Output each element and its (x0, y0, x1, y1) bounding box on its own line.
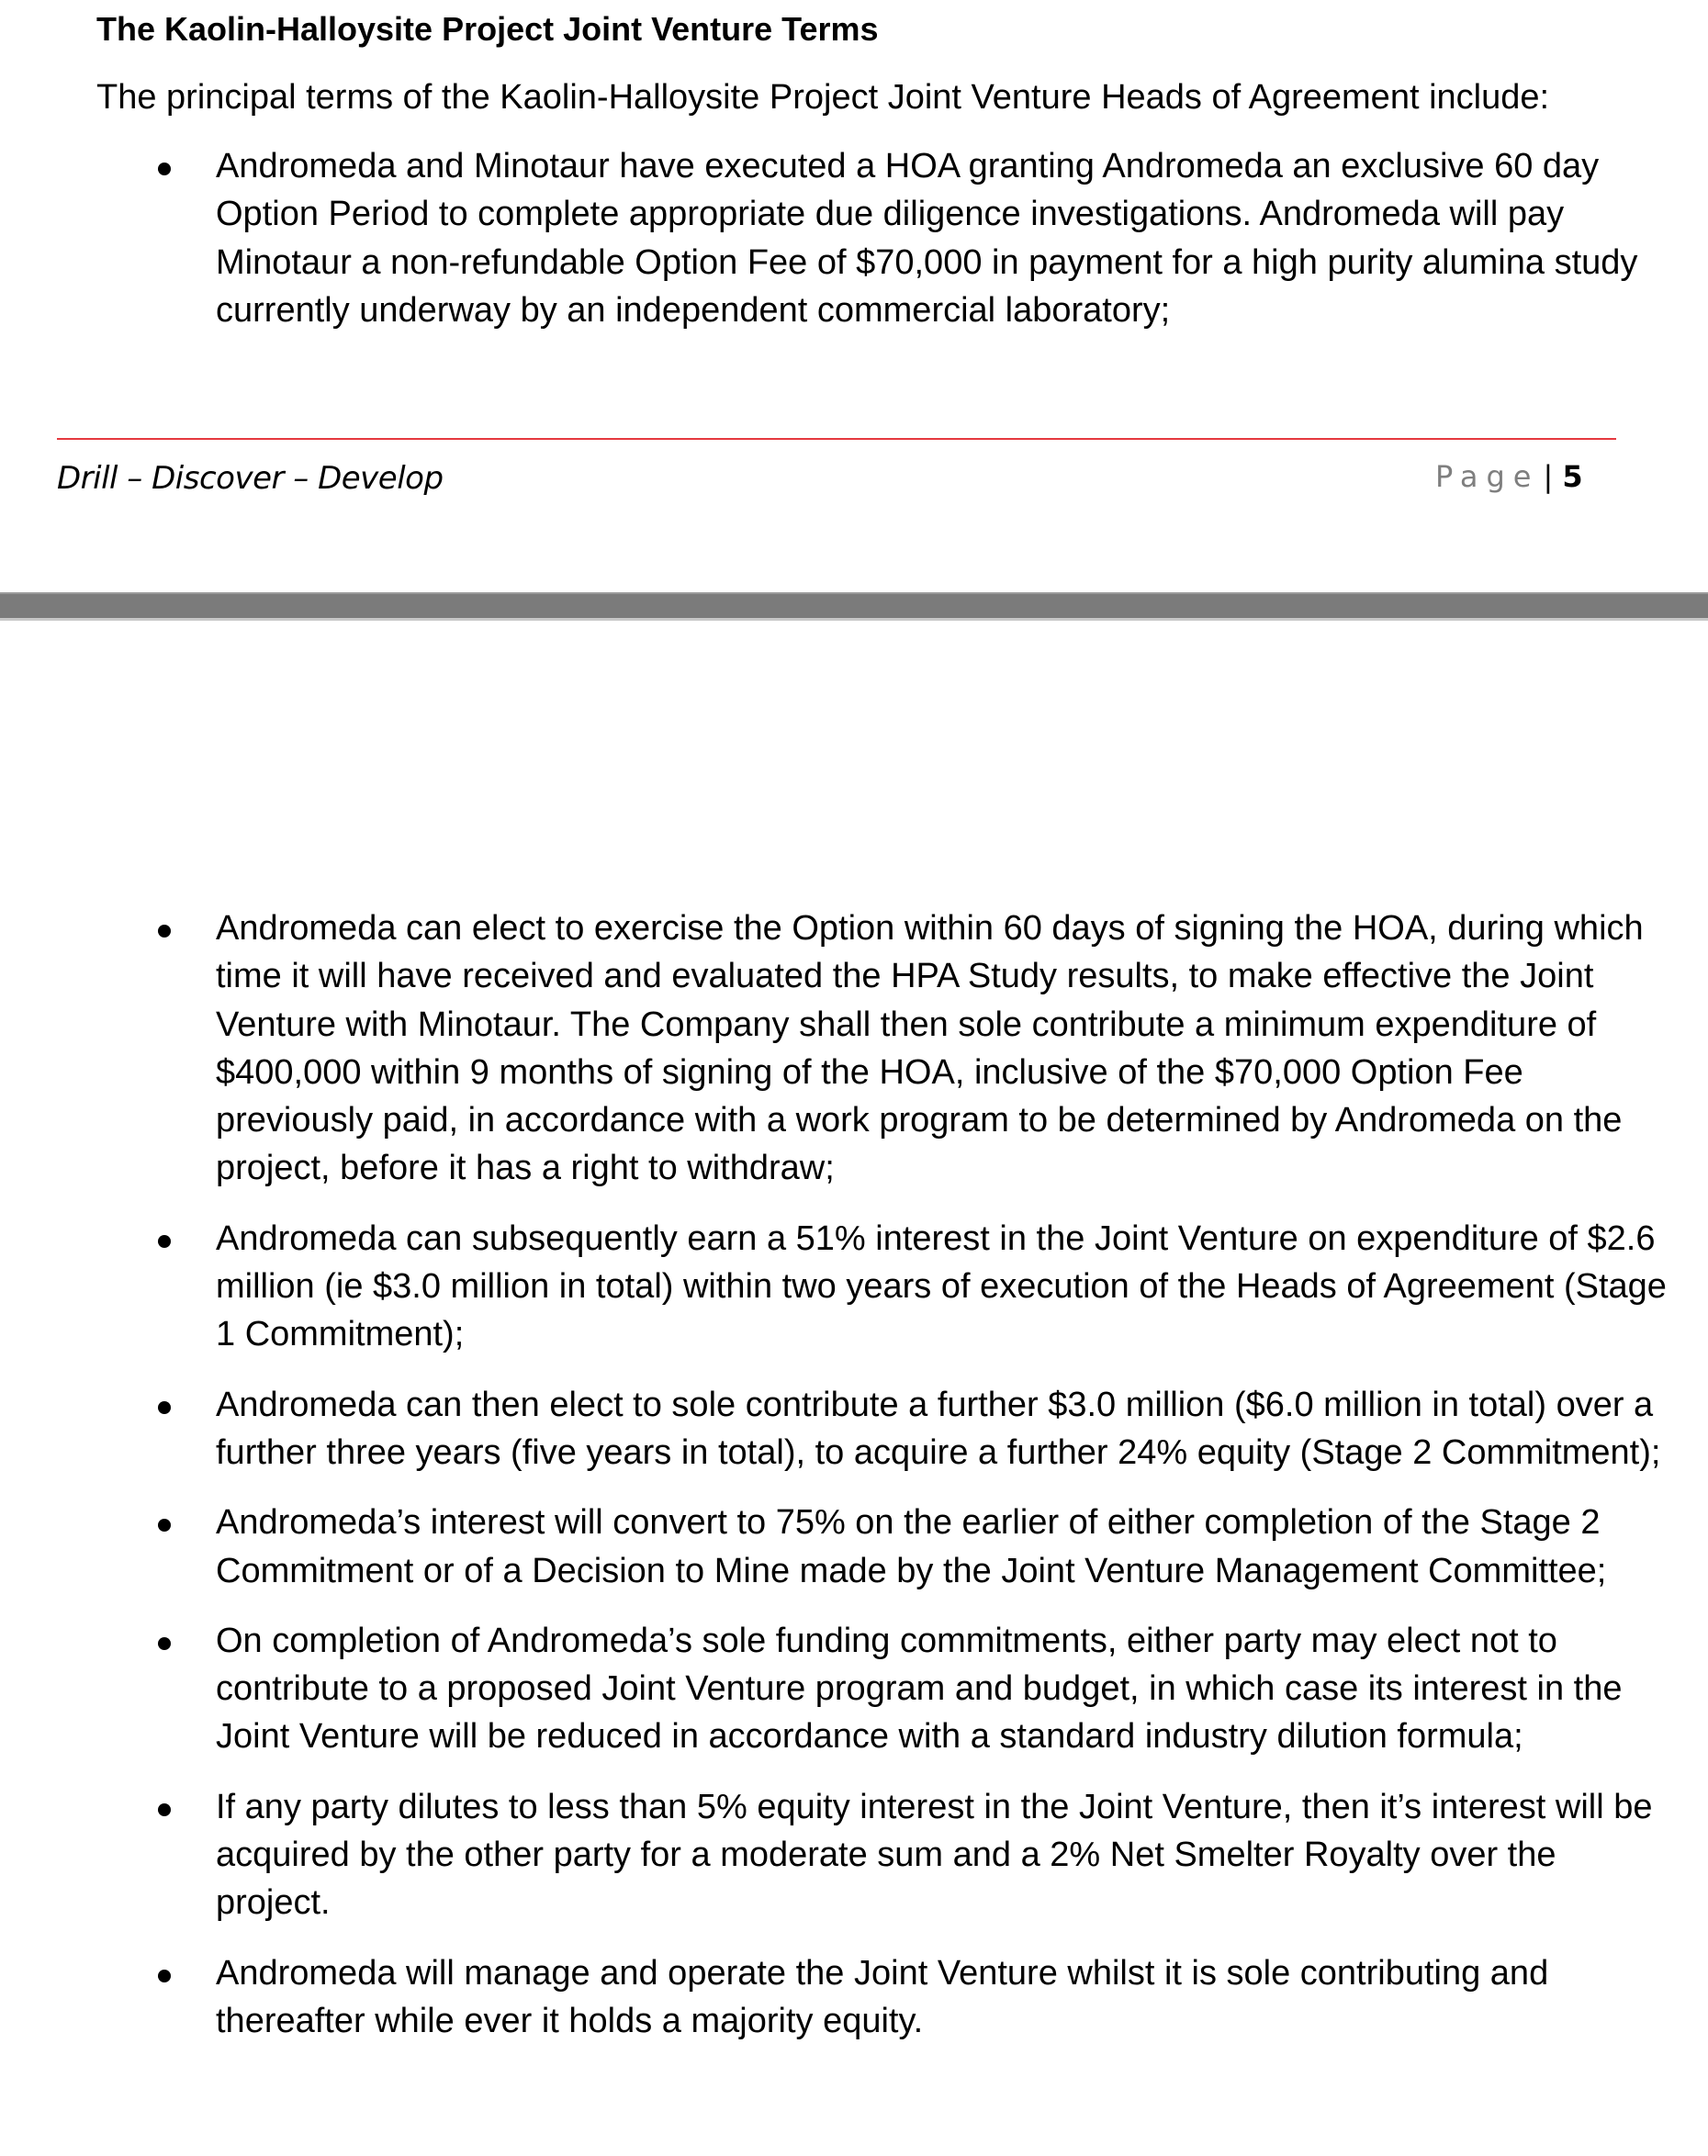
page-number-value: 5 (1562, 459, 1583, 494)
terms-list-page-5 (0, 142, 1708, 334)
list-item (0, 904, 1708, 1193)
list-item-text: If any party dilutes to less than 5% equity interest in the Joint Venture, then it’s interest will be acquired by the other party for a moderate sum and a 2% Net Smelter Royalty over the project. (216, 1787, 1653, 1923)
list-item-text: Andromeda can subsequently earn a 51% interest in the Joint Venture on expenditure of $2.6 million (ie $3.0 million in total) within two years of execution of the Heads of Agreement (Stage 1 Commitment); (216, 1218, 1667, 1354)
bullet-icon (158, 1235, 171, 1248)
page-5-bottom (0, 0, 1708, 592)
page-separator: | (1543, 459, 1554, 494)
bullet-icon (158, 1637, 171, 1650)
bullet-icon (158, 1803, 171, 1816)
section-heading: The Kaolin-Halloysite Project Joint Venture Terms (96, 10, 879, 48)
bullet-icon (158, 925, 171, 938)
page-break-edge (0, 618, 1708, 621)
list-item (0, 1381, 1708, 1477)
list-item-text: Andromeda and Minotaur have executed a HOA granting Andromeda an exclusive 60 day Option Period to complete appropriate due diligence investigations. Andromeda will pay Minotaur a non-refundable Option Fee of $70,000 in payment for a high purity alumina study currently underway by an independent commercial laboratory; (216, 147, 1638, 330)
list-item-text: On completion of Andromeda’s sole funding commitments, either party may elect not to contribute to a proposed Joint Venture program and budget, in which case its interest in the Joint Venture will be reduced in accordance with a standard industry dilution formula; (216, 1621, 1623, 1757)
bullet-icon (158, 1401, 171, 1414)
list-item-text: Andromeda’s interest will convert to 75% on the earlier of either completion of the Stage 2 Commitment or of a Decision to Mine made by the Joint Venture Management Committee; (216, 1503, 1607, 1590)
list-item (0, 1215, 1708, 1359)
bullet-icon (158, 1519, 171, 1532)
bullet-icon (158, 1970, 171, 1982)
terms-list-page-6 (0, 904, 1708, 2067)
list-item (0, 1783, 1708, 1927)
list-item (0, 1617, 1708, 1761)
list-item (0, 1499, 1708, 1595)
footer-divider (57, 438, 1616, 440)
page-number (1435, 454, 1583, 500)
page-label: Page (1435, 459, 1540, 494)
list-item (0, 1949, 1708, 2046)
footer-tagline: Drill – Discover – Develop (57, 460, 444, 497)
intro-paragraph: The principal terms of the Kaolin-Halloysite Project Joint Venture Heads of Agreement include: (96, 78, 1550, 117)
list-item-text: Andromeda can then elect to sole contribute a further $3.0 million ($6.0 million in total) over a further three years (five years in total), to acquire a further 24% equity (Stage 2 Commitment); (216, 1385, 1661, 1472)
list-item-text: Andromeda will manage and operate the Joint Venture whilst it is sole contributing and thereafter while ever it holds a majority equity. (216, 1953, 1549, 2040)
list-item-text: Andromeda can elect to exercise the Option within 60 days of signing the HOA, during which time it will have received and evaluated the HPA Study results, to make effective the Joint Venture with Minotaur. The Company shall then sole contribute a minimum expenditure of $400,000 within 9 months of signing of the HOA, inclusive of the $70,000 Option Fee previously paid, in accordance with a work program to be determined by Andromeda on the project, before it has a right to withdraw; (216, 909, 1644, 1188)
list-item (0, 142, 1708, 334)
bullet-icon (158, 163, 171, 175)
page-break-gap (0, 592, 1708, 620)
